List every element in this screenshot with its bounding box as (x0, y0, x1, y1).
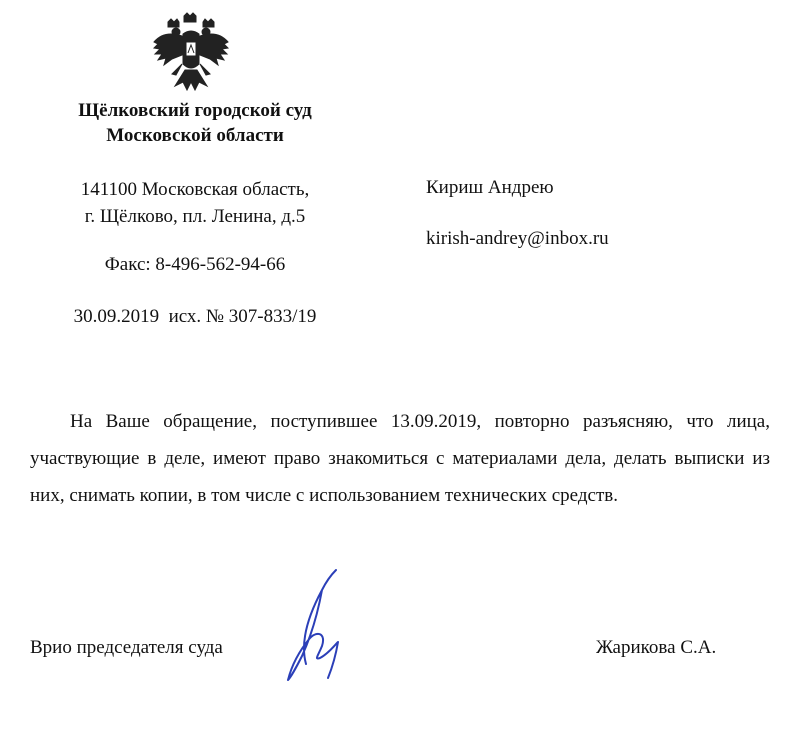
court-address (30, 176, 360, 230)
letter-body: На Ваше обращение, поступившее 13.09.2019, повторно разъясняю, что лица, участвующие в деле, имеют право знакомиться с материалами дела, делать выписки из них, снимать копии, в том числе с использованием технических средств. (30, 411, 770, 506)
address-line-2: г. Щёлково, пл. Ленина, д.5 (84, 206, 306, 227)
signatory-title: Врио председателя суда (30, 637, 223, 658)
outgoing-reference: 30.09.2019 исх. № 307-833/19 (73, 306, 317, 327)
handwritten-signature-icon (278, 568, 358, 690)
address-line-1: 141100 Московская область, (80, 179, 310, 200)
court-name-line-2: Московской области (106, 125, 284, 146)
recipient-email: kirish-andrey@inbox.ru (426, 228, 609, 249)
coat-of-arms-icon (150, 12, 232, 98)
court-name-line-1: Щёлковский городской суд (78, 100, 312, 121)
recipient-name: Кириш Андрею (426, 177, 554, 198)
court-name (30, 98, 360, 148)
fax-number: Факс: 8-496-562-94-66 (104, 254, 286, 275)
signatory-name: Жарикова С.А. (596, 637, 717, 658)
